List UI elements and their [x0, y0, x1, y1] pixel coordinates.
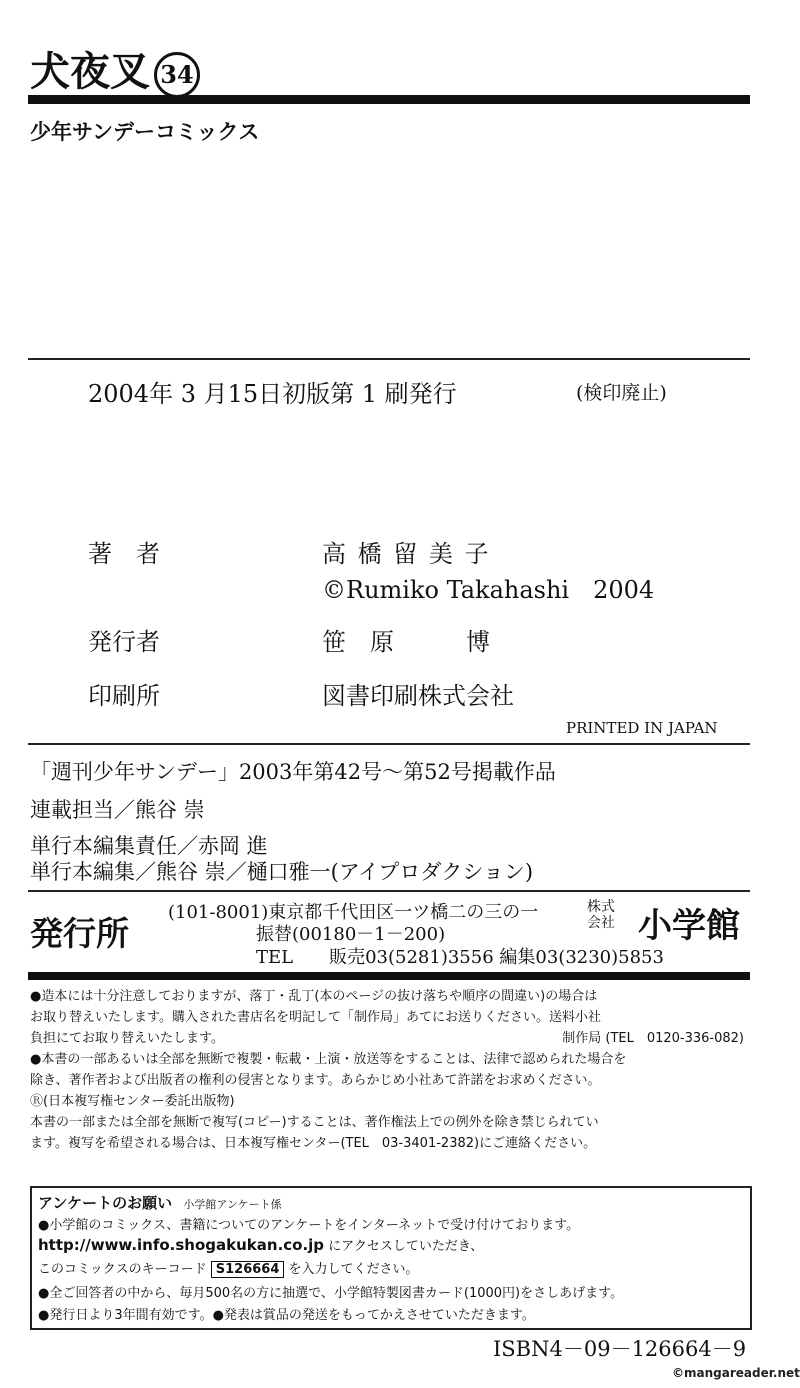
survey-key-line — [38, 1258, 419, 1278]
publisher-address: (101-8001)東京都千代田区一ツ橋二の三の一 — [168, 902, 539, 923]
staff-line: 連載担当／熊谷 崇 — [30, 798, 205, 822]
survey-line: ●発行日より3年間有効です。●発表は賞品の発送をもってかえさせていただきます。 — [38, 1308, 535, 1323]
survey-url-line — [38, 1235, 483, 1254]
survey-box — [30, 1186, 752, 1330]
notice-line: 制作局 (TEL 0120-336-082) — [562, 1031, 744, 1046]
credit-publisher: 笹 原 博 — [322, 628, 490, 656]
printed-in: PRINTED IN JAPAN — [566, 719, 718, 737]
survey-key-suffix: を入力してください。 — [288, 1262, 419, 1277]
notice-line: ●本書の一部あるいは全部を無断で複製・転載・上演・放送等をすることは、法律で認められた場合を — [30, 1052, 627, 1067]
book-title — [30, 40, 200, 98]
title-text: 犬夜叉 — [30, 48, 150, 95]
survey-line: ●小学館のコミックス、書籍についてのアンケートをインターネットで受け付けております。 — [38, 1218, 580, 1233]
divider — [28, 358, 750, 360]
credit-printer: 図書印刷株式会社 — [322, 682, 514, 710]
stamp-note: (検印廃止) — [576, 382, 667, 404]
publisher-name: 小学館 — [638, 906, 740, 946]
credit-label-author: 著 者 — [88, 540, 160, 568]
credit-copyright: ©Rumiko Takahashi 2004 — [322, 576, 655, 604]
divider — [28, 890, 750, 892]
publisher-office-label: 発行所 — [30, 914, 129, 953]
company-type — [587, 899, 615, 931]
watermark-icon: © — [672, 1366, 684, 1380]
publisher-tel: TEL 販売03(5281)3556 編集03(3230)5853 — [256, 947, 664, 968]
header-rule — [28, 95, 750, 104]
watermark-text: mangareader.net — [684, 1366, 800, 1380]
notice-line: 除き、著作者および出版者の権利の侵害となります。あらかじめ小社あて許諾をお求めください。 — [30, 1073, 601, 1088]
publication-date: 2004年 3 月15日初版第 1 刷発行 — [88, 380, 457, 408]
staff-line: 単行本編集責任／赤岡 進 — [30, 834, 268, 858]
survey-line: ●全ご回答者の中から、毎月500名の方に抽選で、小学館特製図書カード(1000円)をさしあげます。 — [38, 1286, 624, 1301]
survey-dept: 小学館アンケート係 — [183, 1198, 282, 1211]
company-type-top: 株式 — [587, 899, 615, 915]
publisher-transfer: 振替(00180－1－200) — [256, 924, 446, 945]
watermark — [672, 1366, 800, 1380]
serial-source: 「週刊少年サンデー」2003年第42号～第52号掲載作品 — [30, 760, 556, 784]
credit-label-publisher: 発行者 — [88, 628, 160, 656]
survey-url[interactable]: http://www.info.shogakukan.co.jp — [38, 1236, 325, 1254]
staff-line: 単行本編集／熊谷 崇／樋口雅一(アイプロダクション) — [30, 860, 534, 884]
survey-key-code: S126664 — [211, 1261, 285, 1278]
imprint-label: 少年サンデーコミックス — [30, 120, 260, 144]
company-type-bottom: 会社 — [587, 915, 615, 931]
notice-line: ●造本には十分注意しておりますが、落丁・乱丁(本のページの抜け落ちや順序の間違い)の場合は — [30, 989, 598, 1004]
survey-url-suffix: にアクセスしていただき、 — [328, 1239, 484, 1254]
volume-badge: 34 — [154, 52, 200, 98]
publisher-rule — [28, 972, 750, 980]
notice-line: ます。複写を希望される場合は、日本複写権センター(TEL 03-3401-2382)にご連絡ください。 — [30, 1136, 597, 1151]
credit-author: 高 橋 留 美 子 — [322, 540, 491, 568]
notice-line: 本書の一部または全部を無断で複写(コピー)することは、著作権法上での例外を除き禁じられてい — [30, 1115, 599, 1130]
survey-key-prefix: このコミックスのキーコード — [38, 1262, 207, 1277]
notices — [30, 986, 752, 1154]
credit-label-printer: 印刷所 — [88, 682, 160, 710]
survey-heading-text: アンケートのお願い — [38, 1194, 173, 1212]
notice-line: 負担にてお取り替えいたします。 — [30, 1031, 224, 1046]
divider — [28, 743, 750, 745]
notice-line: お取り替えいたします。購入された書店名を明記して「制作局」あてにお送りください。送料小社 — [30, 1010, 601, 1025]
isbn: ISBN4－09－126664－9 — [493, 1337, 747, 1361]
survey-heading — [38, 1192, 282, 1213]
notice-line: Ⓡ(日本複写権センター委託出版物) — [30, 1094, 235, 1109]
